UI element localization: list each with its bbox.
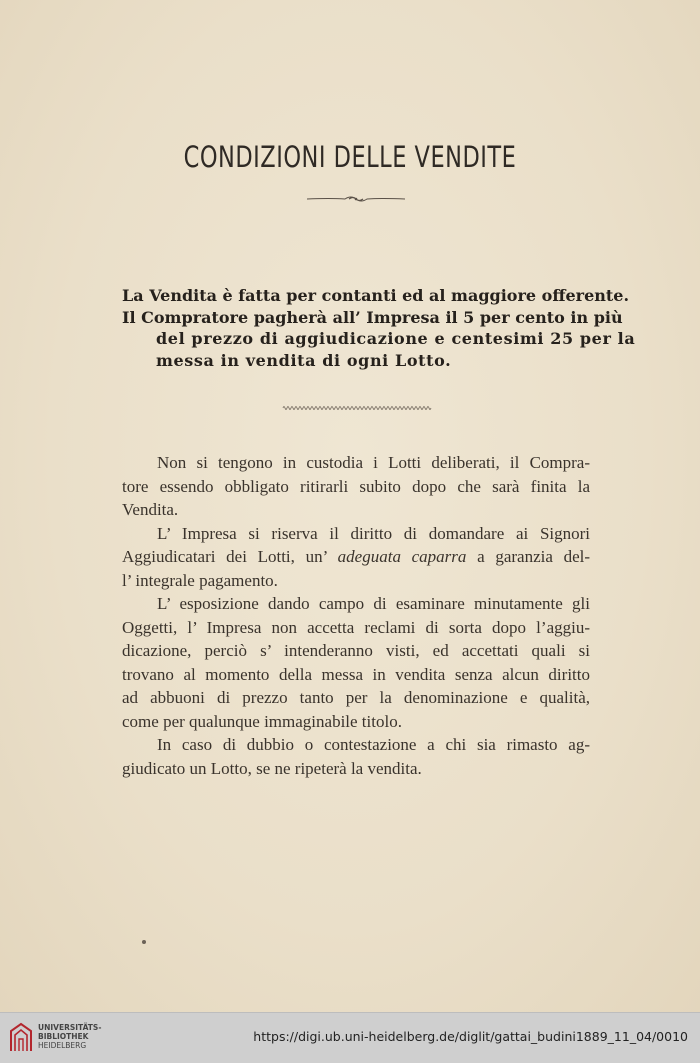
text-line: L’ esposizione dando campo di esaminare minutamente gli [157, 594, 590, 613]
text-line: Non si tengono in custodia i Lotti deliberati, il Compra- [157, 453, 590, 472]
permalink-url[interactable]: https://digi.ub.uni-heidelberg.de/diglit/gattai_budini1889_11_04/0010 [253, 1029, 688, 1044]
paragraph-exhibition [122, 592, 590, 733]
text-line: l’ integrale pagamento. [122, 570, 278, 590]
italic-term: adeguata caparra [337, 547, 467, 566]
body-text [122, 451, 590, 780]
text-line: Oggetti, l’ Impresa non accetta reclami di sorta dopo l’aggiu- [122, 617, 590, 637]
section-divider-icon [282, 403, 432, 413]
institution-line: HEIDELBERG [38, 1040, 87, 1050]
conditions-block [122, 285, 636, 371]
text-line: giudicato un Lotto, se ne ripeterà la vendita. [122, 758, 422, 778]
paragraph-custody [122, 451, 590, 522]
text-line: come per qualunque immaginabile titolo. [122, 711, 402, 731]
conditions-line: del prezzo di aggiudicazione e centesimi 25 per la [156, 329, 636, 348]
page-title: CONDIZIONI DELLE VENDITE [183, 140, 517, 175]
text-line: In caso di dubbio o contestazione a chi sia rimasto ag- [157, 735, 590, 754]
institution-line: UNIVERSITÄTS- [38, 1023, 102, 1032]
text-line: L’ Impresa si riserva il diritto di domandare ai Signori [157, 523, 590, 543]
viewer-footer [0, 1012, 700, 1063]
paragraph-dispute [122, 733, 590, 780]
text-line: Vendita. [122, 500, 179, 519]
text-line: ad abbuoni di prezzo tanto per la denominazione e qualità, [122, 688, 590, 707]
ink-speck [142, 940, 146, 944]
text-line-mixed [122, 545, 590, 569]
institution-line: BIBLIOTHEK [38, 1031, 89, 1041]
text-line: trovano al momento della messa in vendita senza alcun diritto [122, 664, 590, 684]
conditions-line: Il Compratore pagherà all’ Impresa il 5 per cento in più [122, 307, 623, 327]
text-line: dicazione, perciò s’ intenderanno visti, ed accettati quali si [122, 641, 590, 660]
title-ornament-icon [305, 193, 407, 205]
text-fragment: Aggiudicatari dei Lotti, un’ [122, 547, 338, 566]
text-fragment: a garanzia del- [466, 547, 590, 566]
conditions-line: La Vendita è fatta per contanti ed al maggiore offerente. [122, 286, 630, 305]
university-library-logo-icon [8, 1021, 34, 1053]
institution-name [38, 1024, 101, 1050]
paragraph-deposit [122, 522, 590, 593]
text-line: tore essendo obbligato ritirarli subito dopo che sarà finita la [122, 476, 590, 496]
conditions-line: messa in vendita di ogni Lotto. [156, 350, 452, 370]
